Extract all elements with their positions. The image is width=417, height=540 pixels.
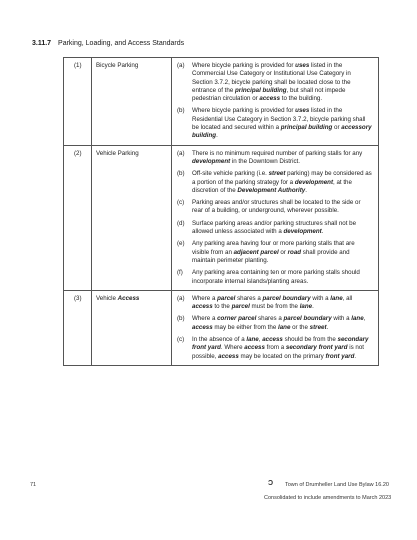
table-row [64, 145, 379, 290]
row-label: Vehicle Parking [92, 145, 172, 290]
provision-item [172, 295, 378, 312]
section-number: 3.11.7 [32, 40, 52, 47]
provision-text: Any parking area having four or more parking stalls that are visible from an adjacent parcel or road shall provide and maintain perimeter planting. [192, 240, 355, 264]
table-row [64, 290, 379, 365]
provision-letter: (f) [177, 269, 183, 277]
page-number: 71 [30, 482, 37, 488]
provision-item [172, 199, 378, 216]
provision-letter: (b) [177, 107, 185, 115]
provision-text: Parking areas and/or structures shall be located to the side or rear of a building, or underground, wherever possible. [192, 199, 361, 215]
provision-item [172, 170, 378, 195]
town-logo-icon: Ɔ [268, 480, 274, 487]
table-row [64, 58, 379, 146]
provision-letter: (d) [177, 219, 185, 227]
row-number: (2) [64, 145, 92, 290]
row-number: (1) [64, 58, 92, 146]
row-label: Bicycle Parking [92, 58, 172, 146]
provision-letter: (b) [177, 315, 185, 323]
provision-item [172, 315, 378, 332]
provision-text: Surface parking areas and/or parking structures shall not be allowed unless associated with a development. [192, 219, 357, 236]
provision-letter: (a) [177, 62, 185, 69]
provision-letter: (e) [177, 240, 185, 248]
provision-item [172, 107, 378, 140]
row-provisions [172, 290, 379, 365]
row-provisions [172, 145, 379, 290]
provision-text: Any parking area containing ten or more parking stalls should incorporate internal islands/planting areas. [192, 269, 360, 285]
provision-item [172, 62, 378, 103]
provision-letter: (a) [177, 149, 185, 157]
provision-text: Where bicycle parking is provided for uses listed in the Residential Use Category in Section 3.7.2, bicycle parking shall be located and secured within a principal building or accessory building. [192, 107, 372, 140]
provision-text: Where a corner parcel shares a parcel boundary with a lane, access may be either from the lane or the street. [192, 315, 366, 331]
provision-text: In the absence of a lane, access should be from the secondary front yard. Where access from a secondary front yard is not possible, access may be located on the primary front yard. [192, 336, 369, 360]
provision-text: There is no minimum required number of parking stalls for any development in the Downtown District. [192, 149, 363, 165]
provision-text: Off-site vehicle parking (i.e. street parking) may be considered as a portion of the parking strategy for a development, at the discretion of the Development Authority. [192, 170, 372, 194]
section-title: Parking, Loading, and Access Standards [58, 40, 185, 47]
provision-letter: (c) [177, 336, 185, 344]
provision-item [172, 336, 378, 361]
provision-text: Where bicycle parking is provided for uses listed in the Commercial Use Category or Institutional Use Category in Section 3.7.2, bicycle parking shall be located close to the entrance of the principal building, but shall not impede pedestrian circulation or access to the building. [192, 62, 351, 103]
row-provisions [172, 58, 379, 146]
row-label: Vehicle Access [92, 290, 172, 365]
provision-item [172, 220, 378, 237]
provision-item [172, 269, 378, 286]
provision-item [172, 150, 378, 167]
standards-table [63, 57, 379, 366]
provision-letter: (b) [177, 170, 185, 178]
provision-letter: (a) [177, 294, 185, 302]
consolidation-note: Consolidated to include amendments to March 2023 [264, 495, 392, 501]
row-number: (3) [64, 290, 92, 365]
provision-item [172, 240, 378, 265]
bylaw-title: Town of Drumheller Land Use Bylaw 16.20 [285, 482, 389, 488]
provision-text: Where a parcel shares a parcel boundary with a lane, all access to the parcel must be from the lane. [192, 294, 353, 311]
provision-letter: (c) [177, 199, 185, 207]
section-heading [32, 40, 184, 47]
